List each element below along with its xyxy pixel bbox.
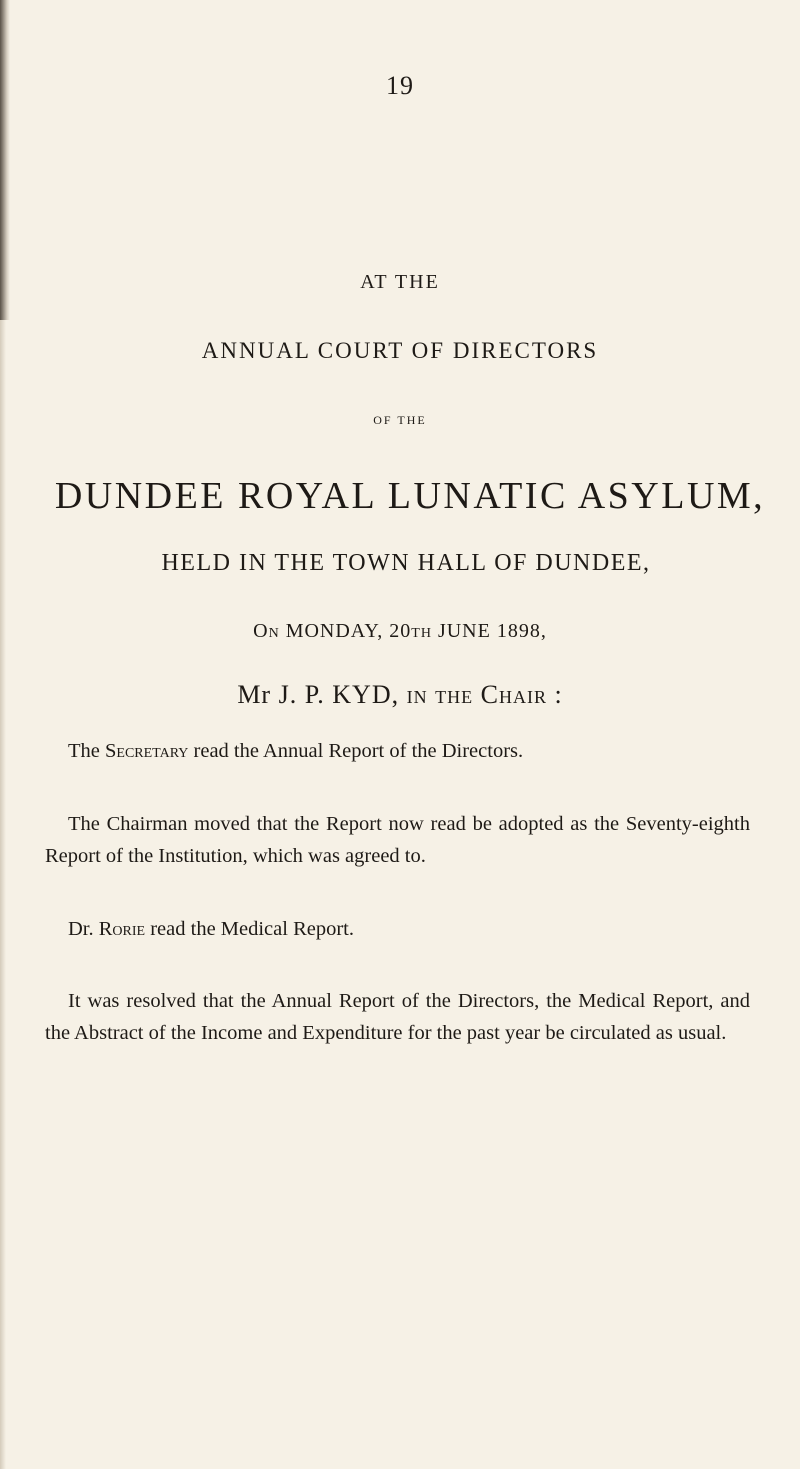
p1-secretary: Secretary bbox=[105, 740, 189, 762]
page-number: 19 bbox=[386, 71, 414, 100]
page-binding-edge-lower bbox=[0, 320, 6, 1469]
institution-name: DUNDEE ROYAL LUNATIC ASYLUM, bbox=[54, 475, 766, 517]
p2-text: The Chairman moved that the Report now read be adopted as the Seventy-eighth Report of the Institution, which was agreed to. bbox=[45, 813, 750, 867]
chair-name: Mr J. P. KYD, bbox=[237, 680, 400, 709]
heading-annual-court: ANNUAL COURT OF DIRECTORS bbox=[201, 338, 599, 363]
p3-lead: Dr. bbox=[68, 918, 94, 940]
p1-text: read the Annual Report of the Directors. bbox=[193, 740, 524, 762]
p4-text: It was resolved that the Annual Report of the Directors, the Medical Report, and the Abstract of the Income and Expenditure for the past year be circulated as usual. bbox=[45, 990, 750, 1044]
p3-rorie: Rorie bbox=[98, 918, 146, 940]
p3-text: read the Medical Report. bbox=[150, 918, 354, 940]
paragraph-medical-report bbox=[45, 913, 750, 945]
p1-lead: The bbox=[68, 740, 100, 762]
meeting-date: On MONDAY, 20th JUNE 1898, bbox=[253, 620, 547, 642]
meeting-location: HELD IN THE TOWN HALL OF DUNDEE, bbox=[161, 550, 651, 576]
heading-of-the: OF THE bbox=[373, 413, 427, 427]
paragraph-chairman-motion bbox=[45, 808, 750, 872]
paragraph-resolution bbox=[45, 985, 750, 1049]
heading-at-the: AT THE bbox=[360, 271, 440, 293]
chair-line bbox=[0, 680, 800, 710]
paragraph-secretary-report bbox=[45, 735, 750, 767]
chair-suffix: in the Chair : bbox=[406, 680, 563, 709]
